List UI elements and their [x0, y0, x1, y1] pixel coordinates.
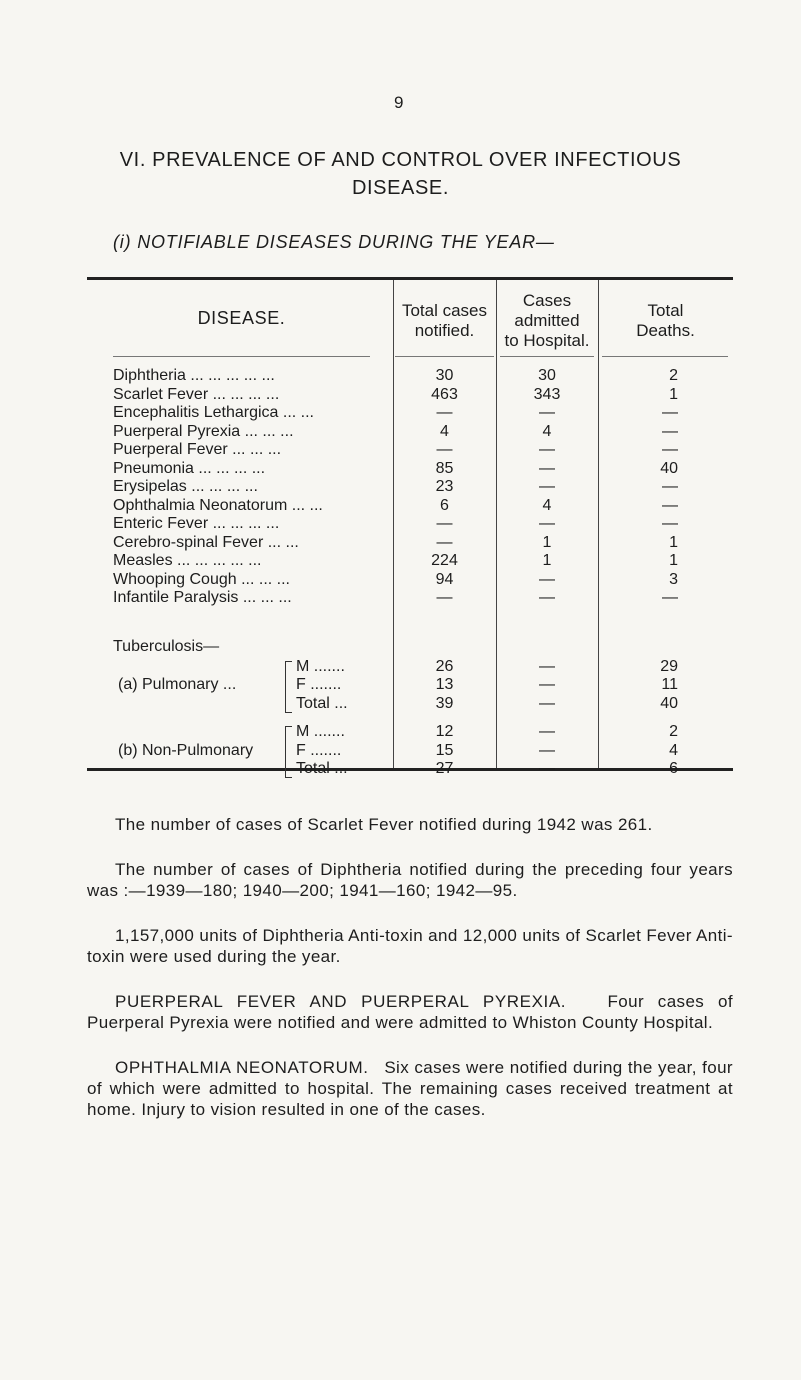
header-admitted-line2: admitted — [514, 311, 580, 330]
header-admitted-line1: Cases — [522, 291, 572, 310]
cell-admitted: — — [539, 515, 555, 532]
page-number: 9 — [394, 93, 404, 112]
cell-notified: 224 — [431, 552, 458, 569]
table-body — [0, 367, 801, 779]
table-row — [0, 723, 801, 742]
cell-admitted: — — [539, 589, 555, 606]
sex-label: M ....... — [296, 657, 345, 675]
header-notified-line2: notified. — [414, 321, 475, 340]
sex-label: Total ... — [296, 694, 348, 712]
cell-admitted: — — [539, 676, 555, 693]
table-row — [0, 552, 801, 571]
cell-notified: 4 — [440, 422, 449, 440]
cell-admitted: — — [539, 478, 555, 495]
disease-name: Scarlet Fever ... ... ... ... — [113, 385, 280, 403]
section-title — [0, 146, 801, 202]
cell-deaths: 1 — [669, 552, 678, 569]
tuberculosis-heading — [0, 636, 801, 658]
cell-deaths: 2 — [669, 723, 678, 740]
header-admitted-line3: to Hospital. — [504, 331, 590, 350]
cell-deaths: 2 — [669, 367, 678, 384]
cell-notified: — — [436, 441, 453, 458]
tb-group-non-pulmonary — [0, 723, 801, 779]
table-row — [0, 760, 801, 779]
cell-deaths: 40 — [660, 694, 678, 712]
section-title-line2: DISEASE. — [351, 177, 450, 199]
sex-label: F ....... — [296, 741, 342, 759]
header-notified — [393, 301, 496, 341]
paragraph-heading: OPHTHALMIA NEONATORUM. — [115, 1058, 369, 1077]
header-underline — [500, 356, 594, 357]
tb-group-label: (a) Pulmonary ... — [118, 676, 237, 693]
disease-name: Diphtheria ... ... ... ... ... — [113, 367, 275, 384]
table-row — [0, 423, 801, 442]
table-row — [0, 367, 801, 386]
row-gap — [0, 608, 801, 636]
cell-notified: 23 — [435, 478, 454, 495]
report-paragraphs — [87, 814, 733, 1144]
table-subtitle: (i) NOTIFIABLE DISEASES DURING THE YEAR— — [113, 232, 555, 252]
paragraph-diphtheria: The number of cases of Diphtheria notified during the preceding four years was :—1939—180; 1940—200; 1941—160; 1942—95. — [87, 860, 733, 900]
cell-notified: — — [436, 589, 453, 606]
cell-notified: 39 — [435, 694, 454, 712]
cell-admitted: — — [539, 694, 555, 712]
row-gap — [0, 713, 801, 723]
tb-group-label: (b) Non-Pulmonary — [118, 741, 254, 759]
header-notified-line1: Total cases — [401, 301, 488, 320]
paragraph-antitoxin: 1,157,000 units of Diphtheria Anti-toxin and 12,000 units of Scarlet Fever Anti-toxin were used during the year. — [87, 926, 733, 966]
table-row — [0, 441, 801, 460]
cell-admitted: — — [539, 657, 555, 675]
cell-notified: 13 — [435, 676, 454, 693]
cell-admitted: — — [539, 570, 555, 588]
table-row — [0, 742, 801, 761]
cell-deaths: 29 — [660, 657, 678, 675]
cell-admitted: 4 — [542, 422, 552, 440]
cell-notified: 27 — [435, 760, 454, 777]
disease-name: Erysipelas ... ... ... ... — [113, 478, 258, 495]
tuberculosis-heading-label: Tuberculosis— — [113, 637, 220, 655]
cell-deaths: 4 — [669, 741, 678, 759]
table-top-rule — [87, 277, 733, 280]
sex-label: F ....... — [296, 676, 342, 693]
cell-notified: 463 — [431, 385, 458, 403]
cell-deaths: 1 — [669, 533, 678, 551]
disease-name: Puerperal Fever ... ... ... — [113, 441, 282, 458]
table-row — [0, 460, 801, 479]
cell-deaths: — — [662, 404, 678, 421]
header-underline — [395, 356, 494, 357]
cell-admitted: — — [539, 741, 555, 759]
paragraph-body: Six cases were notified during the year, four of which were admitted to hospital. The remaining cases received treatment at home. Injury to vision resulted in one of the cases. — [87, 1058, 733, 1119]
header-deaths-line1: Total — [647, 301, 684, 320]
cell-deaths: 3 — [669, 570, 678, 588]
cell-notified: — — [436, 533, 453, 551]
disease-name: Puerperal Pyrexia ... ... ... — [113, 422, 294, 440]
table-row — [0, 534, 801, 553]
table-row — [0, 386, 801, 405]
paragraph-body: Four cases of Puerperal Pyrexia were notified and were admitted to Whiston County Hospital. — [87, 992, 733, 1032]
table-row — [0, 404, 801, 423]
disease-name: Ophthalmia Neonatorum ... ... — [113, 496, 323, 514]
cell-notified: 85 — [435, 459, 454, 477]
cell-notified: 12 — [435, 723, 454, 740]
cell-notified: — — [436, 515, 453, 532]
table-row — [0, 497, 801, 516]
cell-admitted: 343 — [533, 385, 561, 403]
cell-deaths: — — [662, 478, 678, 495]
header-underline — [602, 356, 728, 357]
cell-deaths: — — [662, 515, 678, 532]
cell-deaths: — — [662, 422, 678, 440]
header-deaths-line2: Deaths. — [636, 321, 695, 340]
disease-name: Enteric Fever ... ... ... ... — [113, 515, 280, 532]
cell-admitted: — — [539, 723, 555, 740]
cell-deaths: — — [662, 441, 678, 458]
cell-deaths: 6 — [669, 760, 678, 777]
disease-name: Measles ... ... ... ... ... — [113, 552, 262, 569]
sex-label: M ....... — [296, 723, 345, 740]
cell-admitted: 30 — [538, 367, 556, 384]
cell-notified: — — [436, 404, 453, 421]
cell-deaths: 40 — [660, 459, 678, 477]
cell-notified: 26 — [435, 657, 454, 675]
section-title-line1: VI. PREVALENCE OF AND CONTROL OVER INFECTIOUS — [119, 149, 682, 171]
table-row — [0, 589, 801, 608]
sex-label: Total ... — [296, 760, 348, 777]
header-deaths — [598, 301, 733, 341]
table-row — [0, 658, 801, 677]
disease-name: Infantile Paralysis ... ... ... — [113, 589, 292, 606]
cell-admitted: — — [539, 760, 555, 777]
cell-admitted: 4 — [542, 496, 552, 514]
cell-deaths: 1 — [669, 385, 678, 403]
disease-name: Cerebro-spinal Fever ... ... — [113, 533, 299, 551]
table-row — [0, 676, 801, 695]
table-row — [0, 571, 801, 590]
paragraph-heading: PUERPERAL FEVER AND PUERPERAL PYREXIA. — [115, 992, 567, 1011]
disease-name: Whooping Cough ... ... ... — [113, 570, 290, 588]
tb-group-pulmonary — [0, 658, 801, 714]
cell-admitted: 1 — [542, 552, 552, 569]
paragraph-ophthalmia — [87, 1057, 733, 1120]
cell-notified: 6 — [440, 496, 449, 514]
header-disease: DISEASE. — [197, 308, 286, 328]
cell-notified: 94 — [435, 570, 454, 588]
cell-admitted: 1 — [542, 533, 552, 551]
cell-deaths: — — [662, 589, 678, 606]
cell-notified: 30 — [435, 367, 454, 384]
cell-admitted: — — [539, 459, 555, 477]
table-row — [0, 478, 801, 497]
paragraph-puerperal — [87, 991, 733, 1033]
disease-name: Pneumonia ... ... ... ... — [113, 459, 266, 477]
table-row — [0, 515, 801, 534]
header-admitted — [496, 291, 598, 351]
cell-admitted: — — [539, 404, 555, 421]
cell-deaths: — — [662, 496, 678, 514]
cell-deaths: 11 — [661, 676, 678, 693]
paragraph-scarlet-fever: The number of cases of Scarlet Fever notified during 1942 was 261. — [115, 815, 653, 834]
cell-admitted: — — [539, 441, 555, 458]
table-row — [0, 695, 801, 714]
header-underline — [113, 356, 370, 357]
disease-name: Encephalitis Lethargica ... ... — [113, 404, 314, 421]
cell-notified: 15 — [435, 741, 454, 759]
